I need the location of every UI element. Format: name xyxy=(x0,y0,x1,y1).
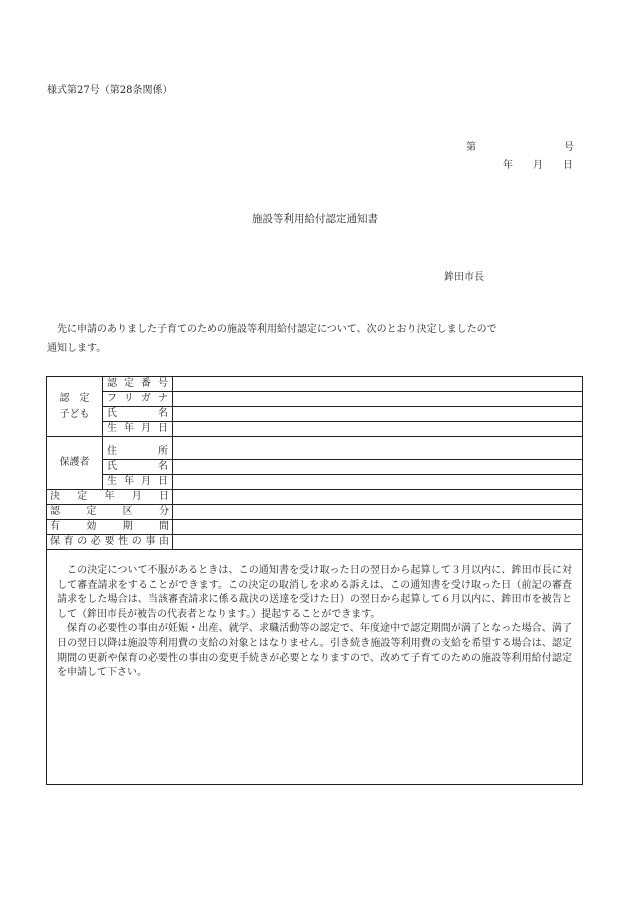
document-number-label: 第 xyxy=(466,142,476,153)
date-year-label: 年 xyxy=(503,160,513,171)
intro-paragraph xyxy=(47,320,587,358)
certification-category-label: 認定区分 xyxy=(47,505,173,520)
child-cert-number-field[interactable] xyxy=(173,377,583,392)
certification-table xyxy=(46,376,583,785)
guardian-address-label: 住所 xyxy=(103,437,173,460)
guardian-address-field[interactable] xyxy=(173,437,583,460)
child-birthdate-label: 生年月日 xyxy=(103,422,173,437)
guardian-group-label: 保護者 xyxy=(47,437,103,490)
issuer-name: 鉾田市長 xyxy=(444,272,484,283)
document-title: 施設等利用給付認定通知書 xyxy=(252,213,378,225)
child-name-label: 氏名 xyxy=(103,407,173,422)
date-month-label: 月 xyxy=(533,160,543,171)
child-furigana-label: フリガナ xyxy=(103,392,173,407)
validity-period-field[interactable] xyxy=(173,520,583,535)
guardian-name-field[interactable] xyxy=(173,460,583,475)
child-group-label-line-1: 認 定 xyxy=(59,392,90,404)
necessity-notice-paragraph: 保育の必要性の事由が妊娠・出産、就学、求職活動等の認定で、年度途中で認定期間が満了となった場合、満了日の翌日以降は施設等利用費の支給の対象とはなりません。引き続き施設等利用費の支給を希望する場合は、認定期間の更新や保育の必要性の事由の変更手続きが必要となりますので、改めて子育てのための施設等利用給付認定を申請して下さい。 xyxy=(57,623,572,679)
childcare-necessity-reason-label: 保育の必要性の事由 xyxy=(47,535,173,550)
child-name-field[interactable] xyxy=(173,407,583,422)
document-number-suffix: 号 xyxy=(564,142,574,153)
child-group-label xyxy=(47,377,103,437)
guardian-birthdate-field[interactable] xyxy=(173,475,583,490)
decision-date-field[interactable] xyxy=(173,490,583,505)
appeal-notice-paragraph: この決定について不服があるときは、この通知書を受け取った日の翌日から起算して３月以内に、鉾田市長に対して審査請求をすることができます。この決定の取消しを求める訴えは、この通知書を受け取った日（前記の審査請求をした場合は、当該審査請求に係る裁決の送達を受けた日）の翌日から起算して６月以内に、鉾田市を被告として（鉾田市長が被告の代表者となります。）提起することができます。 xyxy=(57,565,572,620)
validity-period-label: 有効期間 xyxy=(47,520,173,535)
guardian-birthdate-label: 生年月日 xyxy=(103,475,173,490)
childcare-necessity-reason-field[interactable] xyxy=(173,535,583,550)
form-number: 様式第27号（第28条関係） xyxy=(47,85,173,96)
notes-box xyxy=(47,550,583,785)
certification-category-field[interactable] xyxy=(173,505,583,520)
child-group-label-line-2: 子ども xyxy=(59,408,90,420)
intro-line-1: 先に申請のありました子育てのための施設等利用給付認定について、次のとおり決定しましたので xyxy=(57,324,497,335)
child-birthdate-field[interactable] xyxy=(173,422,583,437)
date-day-label: 日 xyxy=(563,160,573,171)
child-cert-number-label: 認定番号 xyxy=(103,377,173,392)
intro-line-2: 通知します。 xyxy=(47,343,107,354)
decision-date-label: 決定年月日 xyxy=(47,490,173,505)
guardian-name-label: 氏名 xyxy=(103,460,173,475)
child-furigana-field[interactable] xyxy=(173,392,583,407)
